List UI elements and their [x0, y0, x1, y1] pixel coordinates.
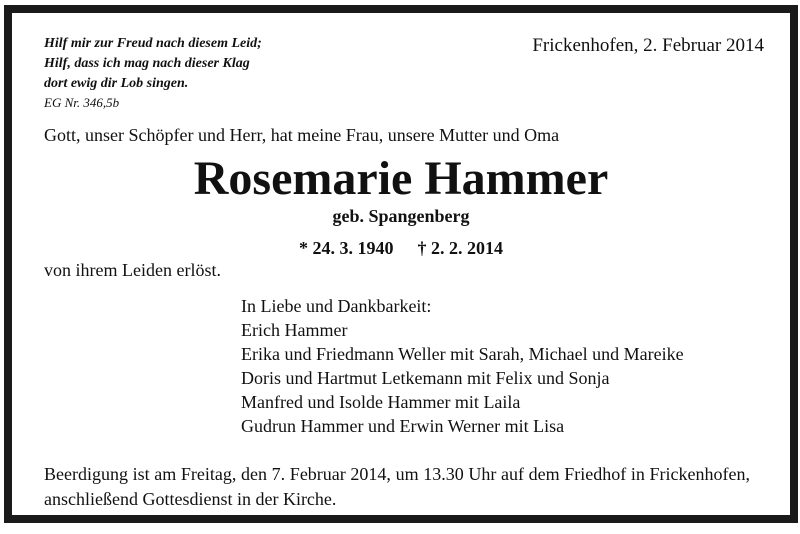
mourner-entry: Erika und Friedmann Weller mit Sarah, Michael und Mareike [241, 344, 684, 364]
death-date: † 2. 2. 2014 [417, 238, 503, 258]
mourner-entry: Erich Hammer [241, 320, 348, 340]
place-and-date: Frickenhofen, 2. Februar 2014 [532, 35, 764, 56]
intro-text: Gott, unser Schöpfer und Herr, hat meine Frau, unsere Mutter und Oma [44, 125, 560, 145]
bible-verse [44, 34, 262, 112]
verse-line: Hilf, dass ich mag nach dieser Klag [44, 56, 250, 71]
verse-reference: EG Nr. 346,5b [44, 95, 120, 110]
outro-text: von ihrem Leiden erlöst. [44, 260, 221, 280]
verse-line: dort ewig dir Lob singen. [44, 76, 189, 91]
mourner-entry: Manfred und Isolde Hammer mit Laila [241, 392, 521, 412]
deceased-name: Rosemarie Hammer [193, 152, 609, 205]
mourner-entry: Gudrun Hammer und Erwin Werner mit Lisa [241, 416, 565, 436]
life-dates [12, 237, 790, 259]
funeral-details: Beerdigung ist am Freitag, den 7. Februar 2014, um 13.30 Uhr auf dem Friedhof in Frickenhofen, anschließend Gottesdienst in der Kirche. [44, 464, 750, 509]
mourner-entry: Doris und Hartmut Letkemann mit Felix und Sonja [241, 368, 610, 388]
mourners-list [241, 294, 684, 438]
birth-date: * 24. 3. 1940 [299, 238, 394, 258]
obituary-notice [4, 5, 798, 523]
mourners-heading: In Liebe und Dankbarkeit: [241, 296, 432, 316]
verse-line: Hilf mir zur Freud nach diesem Leid; [44, 36, 262, 51]
maiden-name: geb. Spangenberg [332, 206, 470, 226]
